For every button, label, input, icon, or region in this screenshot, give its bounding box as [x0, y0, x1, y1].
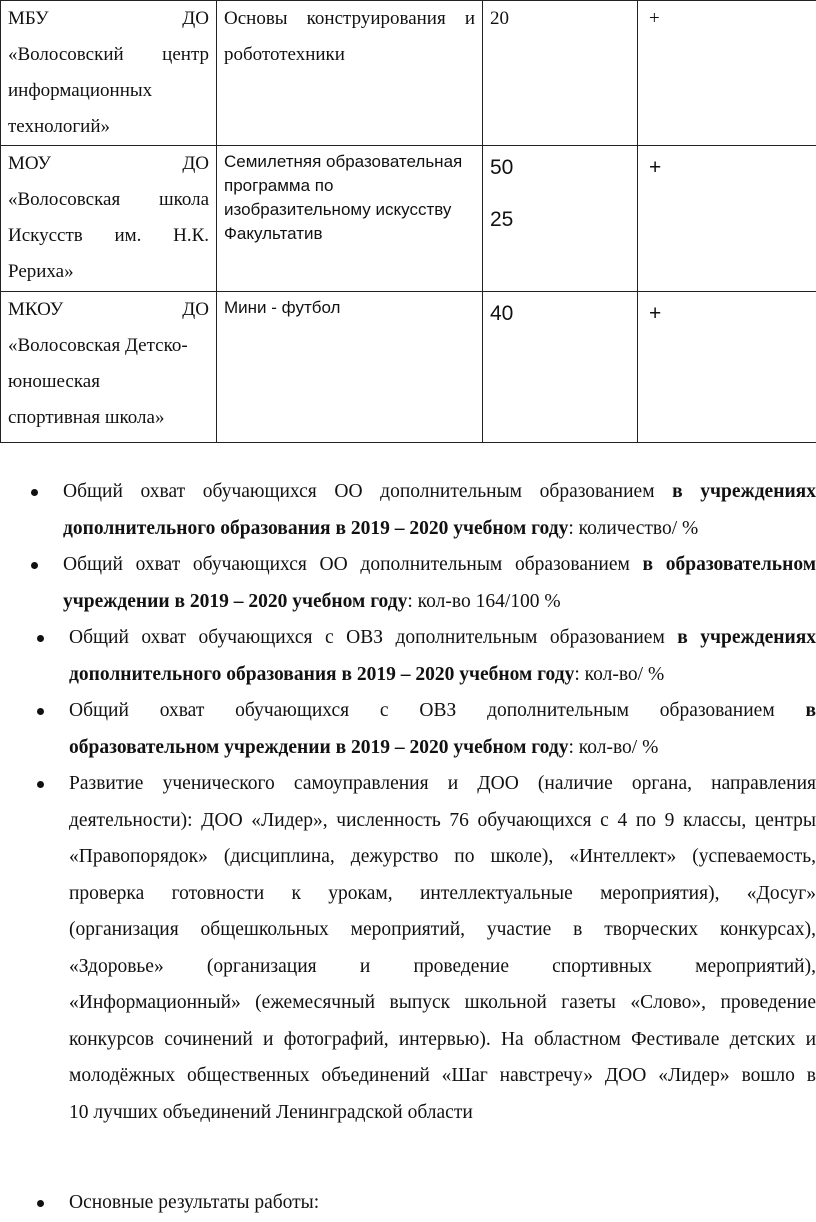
mark-value: + — [649, 1, 809, 37]
bullet-text: Общий охват обучающихся с ОВЗ дополнительным образованием — [69, 700, 805, 721]
program-line: программа по — [224, 174, 475, 198]
list-item — [0, 693, 816, 766]
org-line: Искусств им. Н.К. — [8, 218, 209, 254]
bullet-text: Общий охват обучающихся с ОВЗ дополнительным образованием — [69, 627, 677, 648]
org-line: спортивная школа» — [8, 400, 209, 436]
bullet-text: : количество/ % — [568, 518, 698, 539]
list-item — [0, 620, 816, 693]
bullet-bold-text: дополнительного образования в 2019 – 2020 учебном году — [69, 664, 574, 685]
bullet-line — [69, 657, 816, 694]
bullet-line — [63, 474, 816, 511]
bullet-line — [69, 730, 816, 767]
bullet-line: деятельности): ДОО «Лидер», численность 76 обучающихся с 4 по 9 классы, центры — [69, 803, 816, 840]
programs-table — [0, 0, 816, 443]
mark-cell — [638, 292, 816, 443]
bullet-icon — [31, 489, 38, 496]
bullet-icon — [37, 781, 44, 788]
table-row — [1, 146, 816, 292]
program-line: Семилетняя образовательная — [224, 150, 475, 174]
count-gap — [490, 186, 630, 202]
bullet-line — [63, 511, 816, 548]
bullet-line: «Здоровье» (организация и проведение спортивных мероприятий), — [69, 949, 816, 986]
bullet-line: «Информационный» (ежемесячный выпуск школьной газеты «Слово», проведение — [69, 985, 816, 1022]
table-row — [1, 292, 816, 443]
bullet-line — [69, 693, 816, 730]
bullet-bold-text: в учреждениях — [672, 481, 816, 502]
bullet-line — [63, 547, 816, 584]
org-line: МБУ ДО — [8, 1, 209, 37]
bullet-line: Развитие ученического самоуправления и ДОО (наличие органа, направления — [69, 766, 816, 803]
bullet-icon — [37, 1200, 44, 1207]
bullet-line: «Правопорядок» (дисциплина, дежурство по школе), «Интеллект» (успеваемость, — [69, 839, 816, 876]
count-value: 40 — [490, 296, 630, 332]
count-value: 20 — [490, 1, 630, 37]
bullet-text: Общий охват обучающихся ОО дополнительным образованием — [63, 481, 672, 502]
bullet-text: : кол-во/ % — [568, 737, 658, 758]
bullet-line — [69, 620, 816, 657]
bullet-line: проверка готовности к урокам, интеллектуальные мероприятия), «Досуг» — [69, 876, 816, 913]
bullet-line: (организация общешкольных мероприятий, участие в творческих конкурсах), — [69, 912, 816, 949]
table-row — [1, 1, 816, 146]
org-line: информационных — [8, 73, 209, 109]
org-cell — [1, 292, 217, 443]
bullet-text: : кол-во 164/100 % — [407, 591, 560, 612]
org-line: Рериха» — [8, 254, 209, 290]
bullet-line: конкурсов сочинений и фотографий, интервью). На областном Фестивале детских и — [69, 1022, 816, 1059]
mark-cell — [638, 146, 816, 292]
bullet-bold-text: в учреждениях — [677, 627, 816, 648]
org-line: технологий» — [8, 109, 209, 145]
list-item — [0, 766, 816, 1131]
bullet-icon — [31, 562, 38, 569]
org-cell — [1, 1, 217, 146]
list-item — [0, 474, 816, 547]
program-line: изобразительному искусству — [224, 198, 475, 222]
bullet-line: 10 лучших объединений Ленинградской области — [69, 1095, 816, 1132]
program-cell — [217, 1, 483, 146]
bullet-line: молодёжных общественных объединений «Шаг навстречу» ДОО «Лидер» вошло в — [69, 1058, 816, 1095]
bullet-text: : кол-во/ % — [574, 664, 664, 685]
bullet-text: Общий охват обучающихся ОО дополнительным образованием — [63, 554, 643, 575]
bullet-line — [63, 584, 816, 621]
list-item — [0, 1185, 816, 1222]
bullet-line: Основные результаты работы: — [69, 1185, 816, 1222]
count-value: 50 — [490, 150, 630, 186]
program-cell — [217, 292, 483, 443]
count-cell — [483, 146, 638, 292]
mark-value: + — [649, 150, 809, 186]
org-cell — [1, 146, 217, 292]
mark-cell — [638, 1, 816, 146]
count-cell — [483, 292, 638, 443]
bullet-bold-text: учреждении в 2019 – 2020 учебном году — [63, 591, 407, 612]
org-line: МКОУ ДО — [8, 292, 209, 328]
spacer — [0, 1131, 816, 1185]
list-item — [0, 547, 816, 620]
program-cell — [217, 146, 483, 292]
org-line: юношеская — [8, 364, 209, 400]
program-line: Мини - футбол — [224, 296, 475, 320]
bullet-icon — [37, 708, 44, 715]
count-value: 25 — [490, 202, 630, 238]
program-line: робототехники — [224, 37, 475, 73]
count-cell — [483, 1, 638, 146]
org-line: «Волосовский центр — [8, 37, 209, 73]
program-line: Факультатив — [224, 222, 475, 246]
org-line: МОУ ДО — [8, 146, 209, 182]
bullet-bold-text: дополнительного образования в 2019 – 2020 учебном году — [63, 518, 568, 539]
org-line: «Волосовская школа — [8, 182, 209, 218]
program-line: Основы конструирования и — [224, 1, 475, 37]
bullet-list — [0, 474, 816, 1222]
bullet-bold-text: в образовательном — [643, 554, 816, 575]
bullet-icon — [37, 635, 44, 642]
bullet-bold-text: образовательном учреждении в 2019 – 2020 учебном году — [69, 737, 568, 758]
bullet-bold-text: в — [805, 700, 816, 721]
mark-value: + — [649, 296, 809, 332]
org-line: «Волосовская Детско- — [8, 328, 209, 364]
